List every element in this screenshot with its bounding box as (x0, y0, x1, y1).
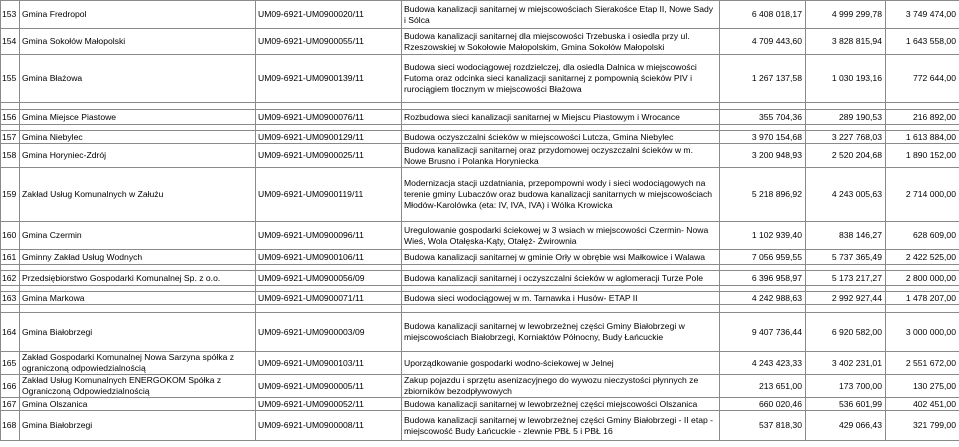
eligible-cost: 3 227 768,03 (806, 131, 886, 144)
application-code: UM09-6921-UM0900025/11 (256, 144, 402, 168)
application-code: UM09-6921-UM0900005/11 (256, 375, 402, 398)
application-code: UM09-6921-UM0900008/11 (256, 411, 402, 441)
eligible-cost: 4 243 005,63 (806, 168, 886, 222)
beneficiary-name: Gmina Horyniec-Zdrój (20, 144, 256, 168)
project-title: Budowa kanalizacji sanitarnej i oczyszczalni ścieków w aglomeracji Turze Pole (402, 271, 720, 286)
row-number: 164 (1, 313, 20, 352)
beneficiary-name: Gmina Czermin (20, 222, 256, 250)
eligible-cost: 1 030 193,16 (806, 55, 886, 103)
application-code: UM09-6921-UM0900139/11 (256, 55, 402, 103)
eligible-cost: 6 920 582,00 (806, 313, 886, 352)
application-code: UM09-6921-UM0900129/11 (256, 131, 402, 144)
beneficiary-name: Gmina Miejsce Piastowe (20, 110, 256, 125)
funding-amount: 216 892,00 (886, 110, 959, 125)
funding-amount: 1 478 207,00 (886, 292, 959, 305)
application-code: UM09-6921-UM0900071/11 (256, 292, 402, 305)
project-title: Budowa kanalizacji sanitarnej w gminie Orły w obrębie wsi Małkowice i Walawa (402, 250, 720, 265)
row-number: 153 (1, 1, 20, 29)
funding-amount: 321 799,00 (886, 411, 959, 441)
total-cost: 6 396 958,97 (720, 271, 806, 286)
row-number: 168 (1, 411, 20, 441)
row-number: 161 (1, 250, 20, 265)
beneficiary-name: Przedsiębiorstwo Gospodarki Komunalnej Sp. z o.o. (20, 271, 256, 286)
total-cost: 1 102 939,40 (720, 222, 806, 250)
beneficiary-name: Gmina Fredropol (20, 1, 256, 29)
funding-amount: 3 749 474,00 (886, 1, 959, 29)
project-title: Uregulowanie gospodarki ściekowej w 3 wsiach w miejscowości Czermin- Nowa Wieś, Wola Otałęska-Kąty, Otałęż- Żwirownia (402, 222, 720, 250)
table-row (1, 313, 959, 352)
total-cost: 6 408 018,17 (720, 1, 806, 29)
total-cost: 4 709 443,60 (720, 29, 806, 55)
table-row (1, 352, 959, 375)
table-row (1, 168, 959, 222)
beneficiary-name: Gmina Białobrzegi (20, 313, 256, 352)
row-number: 162 (1, 271, 20, 286)
project-title: Uporządkowanie gospodarki wodno-ściekowej w Jelnej (402, 352, 720, 375)
table-body (1, 1, 959, 441)
table-row (1, 144, 959, 168)
total-cost: 4 243 423,33 (720, 352, 806, 375)
funding-amount: 2 551 672,00 (886, 352, 959, 375)
row-number: 159 (1, 168, 20, 222)
row-number: 156 (1, 110, 20, 125)
eligible-cost: 429 066,43 (806, 411, 886, 441)
beneficiary-name: Gmina Olszanica (20, 398, 256, 411)
funding-amount: 772 644,00 (886, 55, 959, 103)
application-code: UM09-6921-UM0900052/11 (256, 398, 402, 411)
total-cost: 660 020,46 (720, 398, 806, 411)
funding-amount: 2 800 000,00 (886, 271, 959, 286)
project-title: Budowa kanalizacji sanitarnej w lewobrzeżnej części Gminy Białobrzegi w miejscowościach Białobrzegi, Korniaktów Północny, Budy Łańcuckie (402, 313, 720, 352)
application-code: UM09-6921-UM0900020/11 (256, 1, 402, 29)
table-row (1, 398, 959, 411)
row-number: 167 (1, 398, 20, 411)
total-cost: 7 056 959,55 (720, 250, 806, 265)
table-row (1, 131, 959, 144)
beneficiary-name: Zakład Usług Komunalnych ENERGOKOM Spółka z Ograniczoną Odpowiedzialnością (20, 375, 256, 398)
project-title: Budowa kanalizacji sanitarnej w lewobrzeżnej części Gminy Białobrzegi - II etap - miejscowość Budy Łańcuckie - zlewnie PBŁ 5 i PBŁ 16 (402, 411, 720, 441)
table-row (1, 250, 959, 265)
eligible-cost: 5 737 365,49 (806, 250, 886, 265)
funding-amount: 628 609,00 (886, 222, 959, 250)
total-cost: 3 200 948,93 (720, 144, 806, 168)
eligible-cost: 5 173 217,27 (806, 271, 886, 286)
row-number: 155 (1, 55, 20, 103)
application-code: UM09-6921-UM0900106/11 (256, 250, 402, 265)
beneficiary-name: Gmina Błażowa (20, 55, 256, 103)
total-cost: 355 704,36 (720, 110, 806, 125)
funding-amount: 1 613 884,00 (886, 131, 959, 144)
funding-amount: 130 275,00 (886, 375, 959, 398)
table-row (1, 110, 959, 125)
table-row (1, 375, 959, 398)
row-number: 163 (1, 292, 20, 305)
project-title: Budowa oczyszczalni ścieków w miejscowości Lutcza, Gmina Niebylec (402, 131, 720, 144)
eligible-cost: 536 601,99 (806, 398, 886, 411)
eligible-cost: 838 146,27 (806, 222, 886, 250)
total-cost: 3 970 154,68 (720, 131, 806, 144)
application-code: UM09-6921-UM0900055/11 (256, 29, 402, 55)
table-row (1, 292, 959, 305)
table-row (1, 411, 959, 441)
funding-amount: 1 890 152,00 (886, 144, 959, 168)
total-cost: 9 407 736,44 (720, 313, 806, 352)
project-title: Modernizacja stacji uzdatniania, przepompowni wody i sieci wodociągowych na terenie gminy Lubaczów oraz budowa kanalizacji sanitarnych w miejscowościach Młodów-Karolówka (eta: IV, IVA, IVA) i Wólka Krowicka (402, 168, 720, 222)
application-code: UM09-6921-UM0900103/11 (256, 352, 402, 375)
project-title: Budowa kanalizacji sanitarnej dla miejscowości Trzebuska i osiedla przy ul. Rzeszowskiej w Sokołowie Małopolskim, Gmina Sokołów Małopolski (402, 29, 720, 55)
beneficiary-name: Gmina Sokołów Małopolski (20, 29, 256, 55)
eligible-cost: 173 700,00 (806, 375, 886, 398)
eligible-cost: 3 828 815,94 (806, 29, 886, 55)
table-row (1, 55, 959, 103)
row-number: 160 (1, 222, 20, 250)
total-cost: 5 218 896,92 (720, 168, 806, 222)
row-spacer (1, 305, 959, 313)
project-title: Budowa kanalizacji sanitarnej w lewobrzeżnej części miejscowości Olszanica (402, 398, 720, 411)
funding-amount: 402 451,00 (886, 398, 959, 411)
funding-amount: 1 643 558,00 (886, 29, 959, 55)
row-spacer (1, 103, 959, 110)
row-number: 157 (1, 131, 20, 144)
table-row (1, 222, 959, 250)
table-row (1, 1, 959, 29)
funding-amount: 2 422 525,00 (886, 250, 959, 265)
eligible-cost: 4 999 299,78 (806, 1, 886, 29)
eligible-cost: 3 402 231,01 (806, 352, 886, 375)
application-code: UM09-6921-UM0900076/11 (256, 110, 402, 125)
beneficiary-name: Zakład Gospodarki Komunalnej Nowa Sarzyna spółka z ograniczoną odpowiedzialnością (20, 352, 256, 375)
eligible-cost: 2 992 927,44 (806, 292, 886, 305)
total-cost: 537 818,30 (720, 411, 806, 441)
beneficiary-name: Gmina Niebylec (20, 131, 256, 144)
total-cost: 213 651,00 (720, 375, 806, 398)
beneficiary-name: Gmina Białobrzegi (20, 411, 256, 441)
beneficiary-name: Zakład Usług Komunalnych w Załużu (20, 168, 256, 222)
funding-amount: 2 714 000,00 (886, 168, 959, 222)
row-number: 166 (1, 375, 20, 398)
beneficiary-name: Gmina Markowa (20, 292, 256, 305)
row-number: 154 (1, 29, 20, 55)
application-code: UM09-6921-UM0900119/11 (256, 168, 402, 222)
eligible-cost: 289 190,53 (806, 110, 886, 125)
project-title: Budowa sieci wodociągowej w m. Tarnawka i Husów- ETAP II (402, 292, 720, 305)
table-row (1, 29, 959, 55)
total-cost: 1 267 137,58 (720, 55, 806, 103)
beneficiary-name: Gminny Zakład Usług Wodnych (20, 250, 256, 265)
application-code: UM09-6921-UM0900096/11 (256, 222, 402, 250)
application-code: UM09-6921-UM0900056/09 (256, 271, 402, 286)
eligible-cost: 2 520 204,68 (806, 144, 886, 168)
row-number: 158 (1, 144, 20, 168)
project-title: Budowa kanalizacji sanitarnej w miejscowościach Sierakośce Etap II, Nowe Sady i Sólca (402, 1, 720, 29)
project-title: Rozbudowa sieci kanalizacji sanitarnej w Miejscu Piastowym i Wrocance (402, 110, 720, 125)
row-number: 165 (1, 352, 20, 375)
project-title: Budowa sieci wodociągowej rozdzielczej, dla osiedla Dalnica w miejscowości Futoma oraz odcinka sieci kanalizacji sanitarnej z pompownią ścieków PIV i rurociągiem tłocznym w miejscowości Błażowa (402, 55, 720, 103)
table-row (1, 271, 959, 286)
application-code: UM09-6921-UM0900003/09 (256, 313, 402, 352)
total-cost: 4 242 988,63 (720, 292, 806, 305)
funding-amount: 3 000 000,00 (886, 313, 959, 352)
project-title: Zakup pojazdu i sprzętu asenizacyjnego do wywozu nieczystości płynnych ze zbiorników bezodpływowych (402, 375, 720, 398)
project-title: Budowa kanalizacji sanitarnej oraz przydomowej oczyszczalni ścieków w m. Nowe Brusno i Polanka Horyniecka (402, 144, 720, 168)
